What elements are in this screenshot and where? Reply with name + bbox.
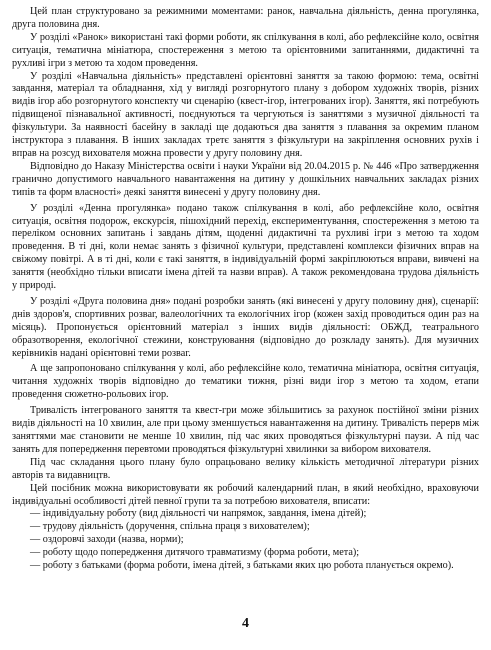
paragraph-day-walk: У розділі «Денна прогулянка» подано також спілкування в колі, або рефлексійне коло, освітня ситуація, освітня подорож, екскурсія, пішохідний перехід, експериментування, спостереження з метою та переліком основних запитань і завдань дітям, щоденні дидактичні та рухливі ігри з метою та ходом проведення. В ті дні, коли немає занять з фізичної культури, представлені комплекси фізичних вправ на свіжому повітрі. А в ті дні, коли є такі заняття, в індивідуальній формі закріплюються вправи, вивчені на заняття (необхідно тільки вписати імена дітей та назви вправ). А також рекомендована трудова діяльність у природі. <box>12 202 479 292</box>
paragraph-duration: Тривалість інтегрованого заняття та квест-гри може збільшитись за рахунок постійної зміни різних видів діяльності на 10 хвилин, але при цьому зменшується навантаження на дитину. Тривалість перерв між заняттями має становити не менше 10 хвилин, під час яких проводяться фізкультурні паузи. А під час занять для попередження перевтоми проводяться фізкультурні хвилинки за вибором вихователя. <box>12 405 479 455</box>
list-item-health: — оздоровчі заходи (назва, норми); <box>30 534 184 546</box>
list-item-injury-prevention: — роботу щодо попередження дитячого травматизму (форма роботи, мета); <box>30 547 360 559</box>
paragraph-learning-activity: У розділі «Навчальна діяльність» представлені орієнтовні заняття за такою формою: тема, освітні завдання, матеріал та обладнання, хід у вигляді розгорнутого плану з добором художніх творів, різних видів ігор або розгорнутого конспекту чи сценарію (квест-ігор, інтегрованих ігор). Заняття, які потребують підвищеної пізнавальної активності, поєднуються та чергуються із заняттями з музичної діяльності та фізкультури. За наявності басейну в закладі ще додаються два заняття з плавання за окремим планом інструктора з плавання. В інших закладах третє заняття з фізкультури на закріплення основних рухів і вправ на розсуд вихователя можна провести у другу половину дня. <box>12 70 479 159</box>
paragraph-second-half: У розділі «Друга половина дня» подані розробки занять (які винесені у другу половину дня), сценарії: днів здоров'я, спортивних розваг, валеологічних та екологічних ігор (кожен захід проводиться один раз на місяць). Пропонується орієнтовний матеріал з інших видів діяльності: ОБЖД, театрального образотворення, екологічної стежини, конструювання (відповідно до розкладу занять). Для музичних керівників надані орієнтовні теми розваг. <box>12 295 479 359</box>
paragraph-intro: Цей план структуровано за режимними моментами: ранок, навчальна діяльність, денна прогулянка, друга половина дня. <box>12 6 479 30</box>
paragraph-communication: А ще запропоновано спілкування у колі, або рефлексійне коло, тематична мініатюра, освітня ситуація, читання художніх творів відповідно до тематики тижня, різні види ігор з метою та ходом, етапи проведення сюжетно-рольових ігор. <box>12 363 479 401</box>
list-item-individual-work: — індивідуальну роботу (вид діяльності чи напрямок, завдання, імена дітей); <box>30 508 367 520</box>
document-body <box>12 6 479 573</box>
page-number: 4 <box>242 616 249 631</box>
list-item-parents: — роботу з батьками (форма роботи, імена дітей, з батьками яких цю робота планується окремо). <box>30 560 454 572</box>
paragraph-usage: Цей посібник можна використовувати як робочий календарний план, в який необхідно, враховуючи індивідуальні особливості дітей певної групи та за потребою вихователя, вписати: <box>12 482 479 507</box>
paragraph-literature: Під час складання цього плану було опрацьовано велику кількість методичної літератури різних авторів та видавництв. <box>12 456 479 481</box>
paragraph-order-reference: Відповідно до Наказу Міністерства освіти і науки України від 20.04.2015 р. № 446 «Про затвердження гранично допустимого навчального навантаження на дитину у дошкільних навчальних закладах різних типів та форм власності» деякі заняття винесені у другу половину дня. <box>12 160 479 198</box>
paragraph-morning: У розділі «Ранок» використані такі форми роботи, як спілкування в колі, або рефлексійне коло, освітня ситуація, тематична мініатюра, спостереження з метою та орієнтовними запитаннями, дидактичні та рухливі ігри з метою та ходом проведення. <box>12 31 479 69</box>
list-item-labor: — трудову діяльність (доручення, спільна праця з вихователем); <box>30 521 310 533</box>
